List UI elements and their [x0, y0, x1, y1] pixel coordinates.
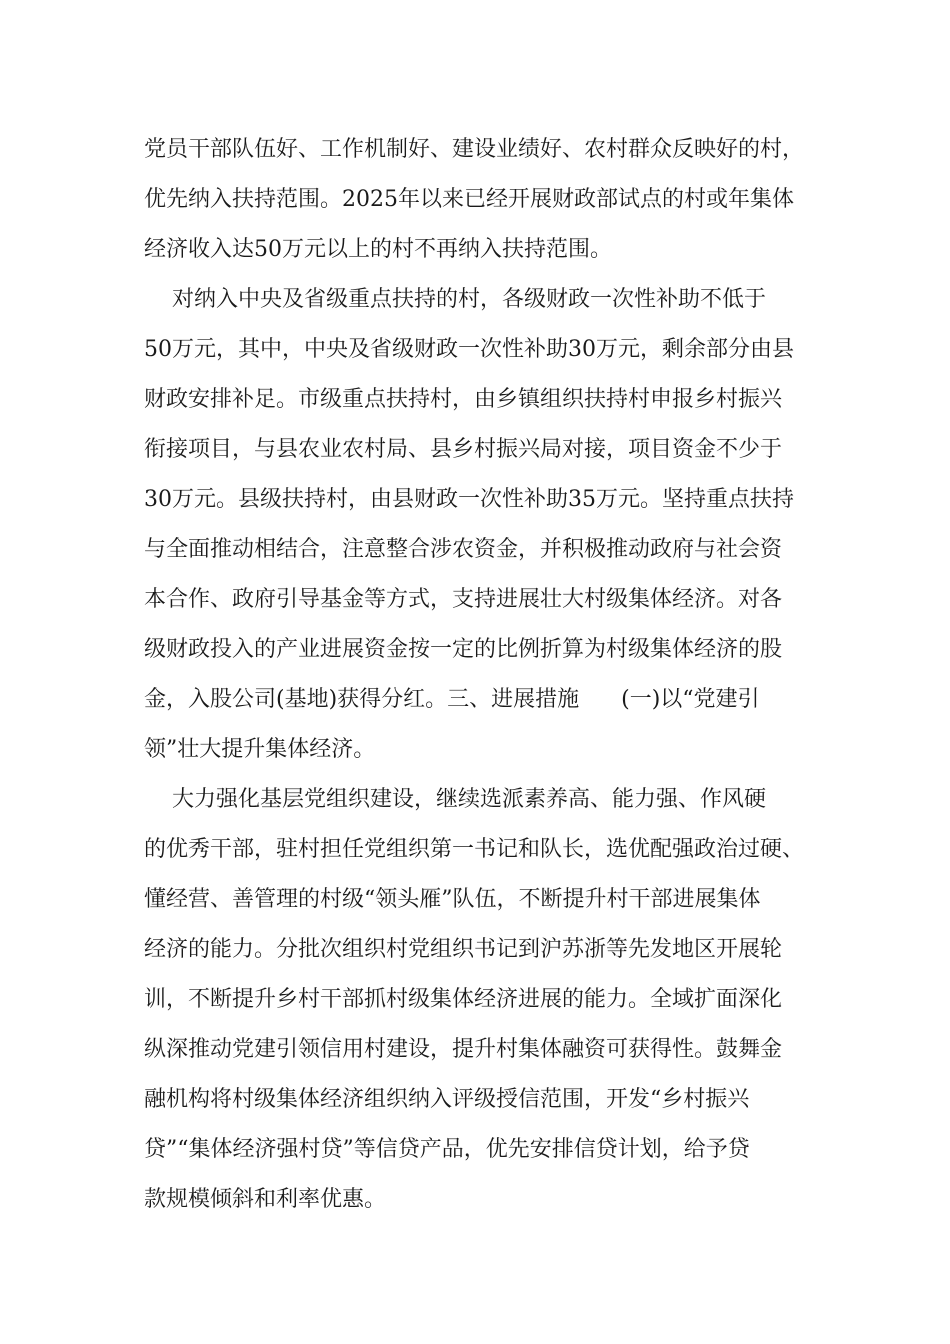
- text-line: 融机构将村级集体经济组织纳入评级授信范围，开发“乡村振兴: [144, 1087, 750, 1112]
- text-line: 对纳入中央及省级重点扶持的村，各级财政一次性补助不低于: [144, 287, 766, 312]
- text-line: 党员干部队伍好、工作机制好、建设业绩好、农村群众反映好的村，: [144, 137, 805, 162]
- text-line: 与全面推动相结合，注意整合涉农资金，并积极推动政府与社会资: [144, 537, 783, 562]
- text-line: 领”壮大提升集体经济。: [144, 737, 376, 762]
- text-line: 财政安排补足。市级重点扶持村，由乡镇组织扶持村申报乡村振兴: [144, 387, 783, 412]
- text-line: 懂经营、善管理的村级“领头雁”队伍，不断提升村干部进展集体: [144, 887, 761, 912]
- text-line: 训，不断提升乡村干部抓村级集体经济进展的能力。全域扩面深化: [144, 987, 783, 1012]
- text-line: 纵深推动党建引领信用村建设，提升村集体融资可获得性。鼓舞金: [144, 1037, 783, 1062]
- text-line: 30万元。县级扶持村，由县财政一次性补助35万元。坚持重点扶持: [144, 487, 794, 512]
- text-line: 经济的能力。分批次组织村党组织书记到沪苏浙等先发地区开展轮: [144, 937, 783, 962]
- text-line: 贷”“集体经济强村贷”等信贷产品，优先安排信贷计划，给予贷: [144, 1137, 750, 1162]
- text-line: 50万元，其中，中央及省级财政一次性补助30万元，剩余部分由县: [144, 337, 794, 362]
- text-line: 本合作、政府引导基金等方式，支持进展壮大村级集体经济。对各: [144, 587, 783, 612]
- text-line: 优先纳入扶持范围。2025年以来已经开展财政部试点的村或年集体: [144, 187, 794, 212]
- text-line: 衔接项目，与县农业农村局、县乡村振兴局对接，项目资金不少于: [144, 437, 783, 462]
- paragraph-2: [144, 275, 812, 775]
- paragraph-1: [144, 125, 812, 275]
- text-line: 款规模倾斜和利率优惠。: [144, 1187, 387, 1212]
- paragraph-3: [144, 775, 812, 1225]
- text-line: 大力强化基层党组织建设，继续选派素养高、能力强、作风硬: [144, 787, 766, 812]
- text-line: 级财政投入的产业进展资金按一定的比例折算为村级集体经济的股: [144, 637, 783, 662]
- document-body: [144, 125, 812, 1225]
- text-line: 的优秀干部，驻村担任党组织第一书记和队长，选优配强政治过硬、: [144, 837, 805, 862]
- text-line: 金，入股公司(基地)获得分红。三、进展措施 (一)以“党建引: [144, 687, 760, 712]
- text-line: 经济收入达50万元以上的村不再纳入扶持范围。: [144, 237, 612, 262]
